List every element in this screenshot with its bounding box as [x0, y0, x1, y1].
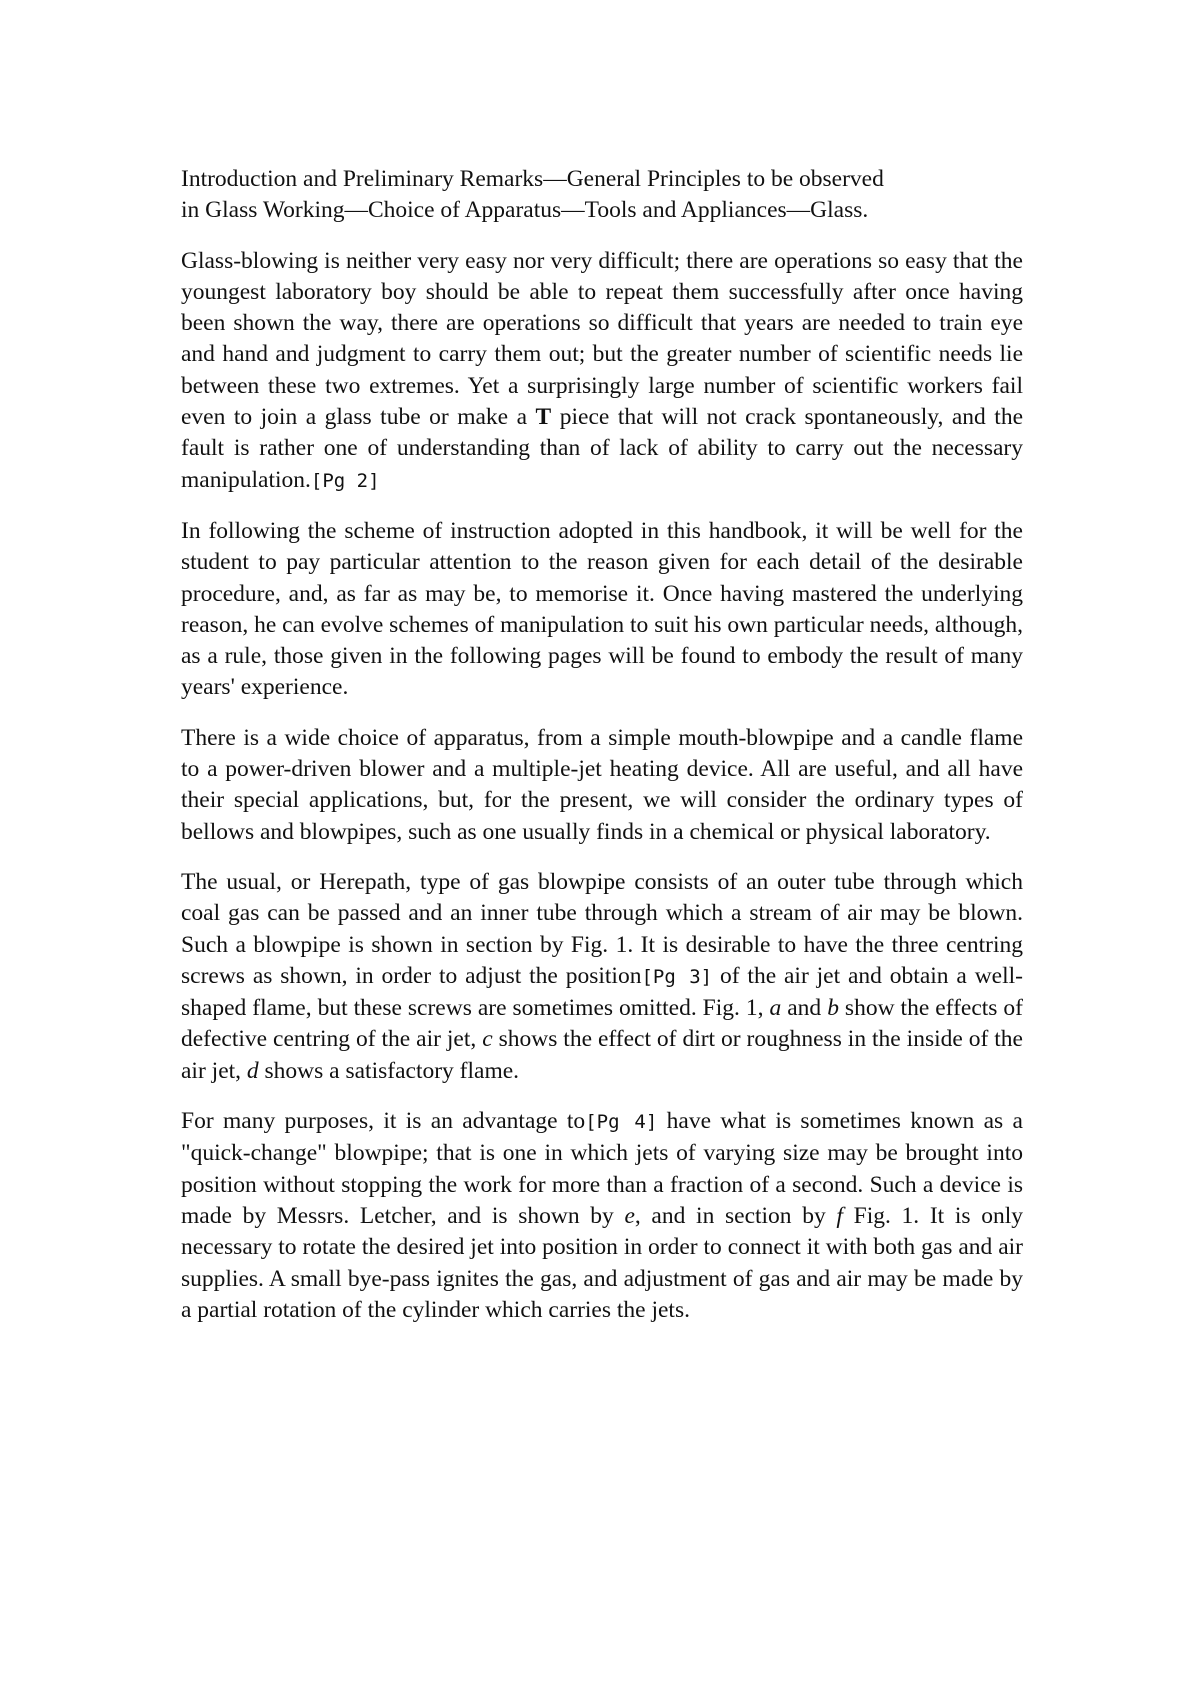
figure-label-d: d: [246, 1057, 259, 1084]
figure-label-c: c: [482, 1026, 493, 1053]
figure-label-b: b: [827, 995, 839, 1022]
paragraph-2: [181, 516, 1023, 704]
paragraph-4-text-b: of the air jet and obtain a well-shaped flame, but these screws are sometimes omitted. Fig. 1,: [181, 962, 1024, 1022]
page-marker-4: [Pg 4]: [585, 1111, 658, 1134]
chapter-summary-line-1: Introduction and Preliminary Remarks—General Principles to be observed: [181, 166, 884, 192]
paragraph-5: [181, 1106, 1023, 1326]
paragraph-4-text-a: The usual, or Herepath, type of gas blowpipe consists of an outer tube through which coal gas can be passed and an inner tube through which a stream of air may be blown. Such a blowpipe is shown in section by Fig. 1. It is desirable to have the three centring screws as shown, in order to adjust the position: [181, 868, 1023, 989]
paragraph-3-text: There is a wide choice of apparatus, from a simple mouth-blowpipe and a candle flame to a power-driven blower and a multiple-jet heating device. All are useful, and all have their special applications, but, for the present, we will consider the ordinary types of bellows and blowpipes, such as one usually finds in a chemical or physical laboratory.: [181, 724, 1023, 845]
figure-label-f: f: [836, 1202, 843, 1229]
paragraph-1-text-b: piece that will not crack spontaneously, and the fault is rather one of understanding than of lack of ability to carry out the necessary manipulation.: [181, 404, 1023, 493]
paragraph-2-text: In following the scheme of instruction adopted in this handbook, it will be well for the student to pay particular attention to the reason given for each detail of the desirable procedure, and, as far as may be, to memorise it. Once having mastered the underlying reason, he can evolve schemes of manipulation to suit his own particular needs, although, as a rule, those given in the following pages will be found to embody the result of many years' experience.: [181, 517, 1023, 701]
paragraph-5-text-c: , and in section by: [634, 1202, 837, 1229]
paragraph-5-text-a: For many purposes, it is an advantage to: [181, 1108, 586, 1135]
paragraph-1-text-a: Glass-blowing is neither very easy nor very difficult; there are operations so easy that the youngest laboratory boy should be able to repeat them successfully after once having been shown the way, there are operations so difficult that years are needed to train eye and hand and judgment to carry them out; but the greater number of scientific needs lie between these two extremes. Yet a surprisingly large number of scientific workers fail even to join a glass tube or make a: [181, 247, 1023, 431]
paragraph-4-text-e: shows the effect of dirt or roughness in the inside of the air jet,: [181, 1026, 1023, 1084]
paragraph-5-text-b: have what is sometimes known as a "quick-change" blowpipe; that is one in which jets of varying size may be brought into position without stopping the work for more than a fraction of a second. Such a device is made by Messrs. Letcher, and is shown by: [181, 1108, 1023, 1229]
chapter-summary: [181, 164, 1023, 227]
figure-label-e: e: [624, 1202, 635, 1229]
chapter-summary-line-2: in Glass Working—Choice of Apparatus—Tools and Appliances—Glass.: [181, 197, 869, 224]
paragraph-4: [181, 867, 1023, 1087]
page-marker-3: [Pg 3]: [641, 965, 713, 988]
document-page: [181, 164, 1023, 1345]
paragraph-1: [181, 246, 1023, 497]
paragraph-5-text-d: Fig. 1. It is only necessary to rotate the desired jet into position in order to connect it with both gas and air supplies. A small bye-pass ignites the gas, and adjustment of gas and air may be made by a partial rotation of the cylinder which carries the jets.: [181, 1202, 1023, 1323]
paragraph-4-text-c: and: [781, 995, 828, 1022]
paragraph-4-text-f: shows a satisfactory flame.: [258, 1057, 520, 1084]
figure-label-a: a: [769, 995, 782, 1022]
paragraph-4-text-d: show the effects of defective centring of the air jet,: [181, 995, 1023, 1053]
paragraph-3: [181, 723, 1023, 848]
t-piece-letter: T: [535, 404, 552, 431]
page-marker-2: [Pg 2]: [310, 469, 380, 492]
